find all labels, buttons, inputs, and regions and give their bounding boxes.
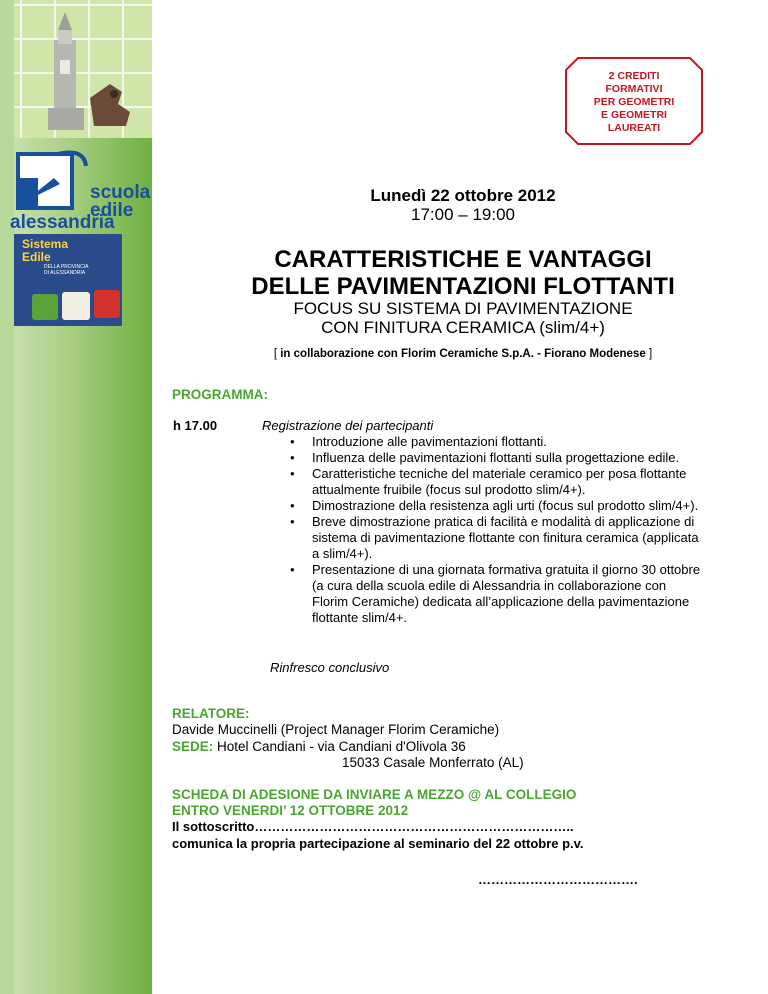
undersigned-line: Il sottoscritto………………………………………………………………..: [172, 819, 574, 834]
tower-image: [14, 0, 152, 138]
credits-line: 2 CREDITI: [608, 70, 660, 82]
event-subtitle: [158, 299, 768, 337]
form-heading-line-1: SCHEDA DI ADESIONE DA INVIARE A MEZZO @ AL COLLEGIO: [172, 787, 577, 802]
speaker-name: Davide Muccinelli (Project Manager Florim Ceramiche): [172, 722, 500, 737]
program-item: • Influenza delle pavimentazioni flottanti sulla progettazione edile.: [262, 450, 702, 466]
program-closing: Rinfresco conclusivo: [270, 660, 390, 675]
program-hour: h 17.00: [173, 418, 218, 433]
sistema-edile-subtext: [44, 264, 88, 276]
program-item: • Dimostrazione della resistenza agli urti (focus sul prodotto slim/4+).: [262, 498, 702, 514]
collab-bracket-close: ]: [645, 348, 653, 360]
red-badge: [94, 290, 120, 318]
venue-line-1: [172, 739, 466, 754]
venue-label: SEDE:: [172, 739, 214, 754]
program-item: • Presentazione di una giornata formativa gratuita il giorno 30 ottobre (a cura della scuola edile di Alessandria in collaborazione con Florim Ceramiche) dedicata all’applicazione della pavimentazione flottante slim/4+.: [262, 562, 702, 626]
collab-bracket-open: [: [273, 348, 281, 360]
form-heading-line-2: ENTRO VENERDI’ 12 OTTOBRE 2012: [172, 803, 409, 818]
form-heading: [172, 787, 576, 819]
sidebar-band: [0, 0, 152, 994]
program-item: • Caratteristiche tecniche del materiale ceramico per posa flottante attualmente fruibile (focus sul prodotto slim/4+).: [262, 466, 702, 498]
scuola-edile-logo: [10, 148, 151, 233]
title-line-2: DELLE PAVIMENTAZIONI FLOTTANTI: [251, 273, 675, 300]
sistema-edile-title: [22, 238, 68, 264]
credits-line: FORMATIVI: [605, 83, 663, 95]
sistema-word: Sistema: [22, 237, 69, 251]
program-item: • Breve dimostrazione pratica di facilità e modalità di applicazione di sistema di pavimentazione flottante con finitura ceramica (applicata a slim/4+).: [262, 514, 702, 562]
sistema-small-line-2: DI ALESSANDRIA: [44, 270, 86, 276]
logo-word-edile: edile: [90, 200, 134, 221]
speaker-label: RELATORE:: [172, 706, 250, 721]
subtitle-line-2: CON FINITURA CERAMICA (slim/4+): [321, 318, 605, 337]
credits-line: LAUREATI: [607, 122, 661, 134]
event-date: Lunedì 22 ottobre 2012: [370, 186, 556, 205]
program-list: [262, 434, 702, 626]
program-label: PROGRAMMA:: [172, 387, 268, 402]
program-item: • Introduzione alle pavimentazioni flottanti.: [262, 434, 702, 450]
house-badge: [62, 292, 90, 320]
trowel-bucket-icon: [14, 148, 94, 218]
credits-line: E GEOMETRI: [601, 109, 667, 121]
sistema-edile-logo: [14, 234, 122, 326]
venue-address: Hotel Candiani - via Candiani d'Olivola 36: [213, 739, 466, 754]
tower-illustration: [14, 0, 152, 138]
credits-line: PER GEOMETRI: [593, 96, 675, 108]
title-line-1: CARATTERISTICHE E VANTAGGI: [274, 246, 652, 273]
event-title: [158, 246, 768, 300]
participation-line: comunica la propria partecipazione al seminario del 22 ottobre p.v.: [172, 836, 584, 851]
credits-text: [564, 70, 704, 135]
collaboration-note: [158, 348, 768, 360]
venue-line-2: 15033 Casale Monferrato (AL): [342, 755, 524, 770]
cpt-badge: [32, 294, 58, 320]
sistema-small-line-1: DELLA PROVINCIA: [44, 264, 89, 270]
collab-text: in collaborazione con Florim Ceramiche S.p.A. - Fiorano Modenese: [280, 348, 646, 360]
program-registration: Registrazione dei partecipanti: [262, 418, 434, 433]
credits-badge: [564, 56, 704, 146]
logo-word-scuola: scuola: [90, 182, 151, 203]
edile-word: Edile: [22, 250, 51, 264]
sidebar-stripe: [0, 0, 14, 994]
subtitle-line-1: FOCUS SU SISTEMA DI PAVIMENTAZIONE: [293, 299, 633, 318]
logo-word-alessandria: alessandria: [10, 212, 115, 233]
event-time: 17:00 – 19:00: [411, 205, 515, 224]
signature-line: ……………………………….: [478, 872, 638, 887]
